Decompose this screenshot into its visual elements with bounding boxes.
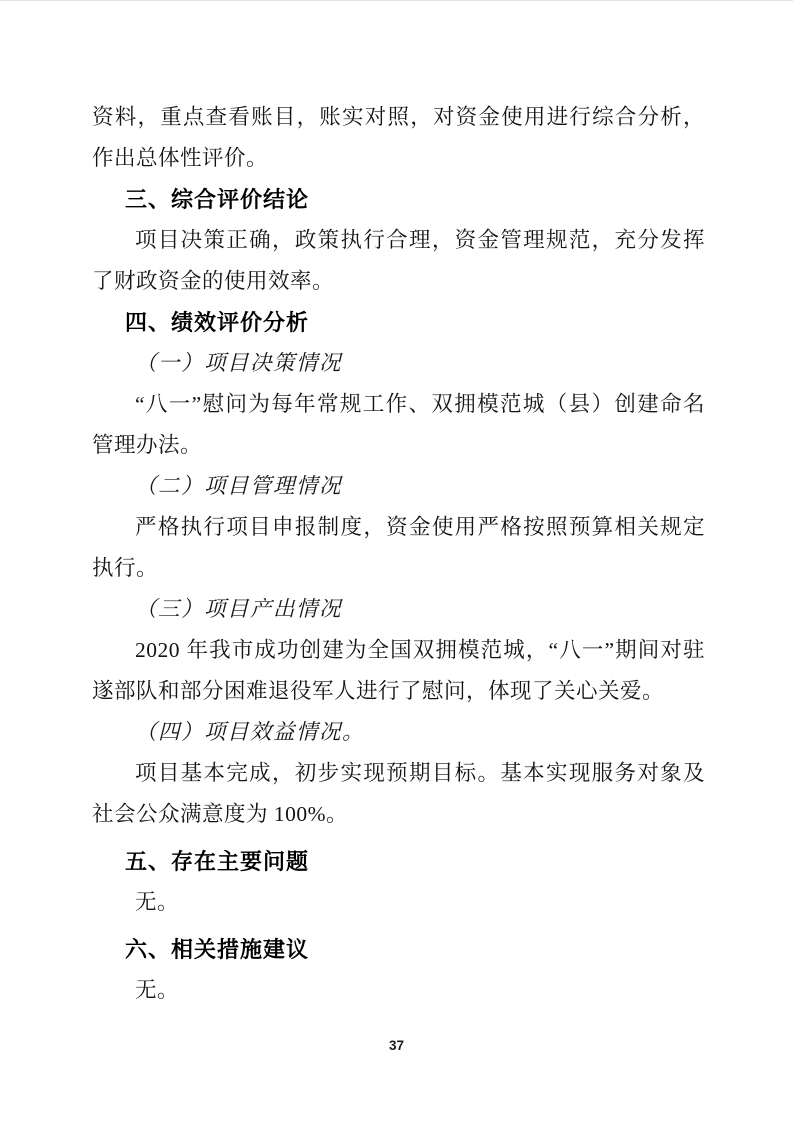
paragraph-decision: “八一”慰问为每年常规工作、双拥模范城（县）创建命名管理办法。 xyxy=(92,392,705,457)
subheading-item-2: （二）项目管理情况 xyxy=(135,474,343,498)
paragraph-problems-none: 无。 xyxy=(135,890,180,914)
paragraph-benefit: 项目基本完成，初步实现预期目标。基本实现服务对象及社会公众满意度为 100%。 xyxy=(92,761,705,826)
heading-section-6: 六、相关措施建议 xyxy=(125,937,310,962)
heading-section-5: 五、存在主要问题 xyxy=(125,849,310,874)
paragraph-continued: 资料，重点查看账目，账实对照，对资金使用进行综合分析，作出总体性评价。 xyxy=(92,105,705,170)
heading-section-3: 三、综合评价结论 xyxy=(125,187,310,212)
subheading-item-4: （四）项目效益情况。 xyxy=(135,720,366,744)
paragraph-output: 2020 年我市成功创建为全国双拥模范城，“八一”期间对驻遂部队和部分困难退役军人进行了慰问，体现了关心关爱。 xyxy=(92,638,705,703)
paragraph-suggestions-none: 无。 xyxy=(135,978,180,1002)
subheading-item-1: （一）项目决策情况 xyxy=(135,351,343,375)
page-number: 37 xyxy=(388,1038,405,1053)
paragraph-conclusion: 项目决策正确，政策执行合理，资金管理规范，充分发挥了财政资金的使用效率。 xyxy=(92,228,705,293)
heading-section-4: 四、绩效评价分析 xyxy=(125,310,310,335)
subheading-item-3: （三）项目产出情况 xyxy=(135,597,343,621)
paragraph-management: 严格执行项目申报制度，资金使用严格按照预算相关规定执行。 xyxy=(92,515,705,580)
document-body xyxy=(92,97,705,1011)
